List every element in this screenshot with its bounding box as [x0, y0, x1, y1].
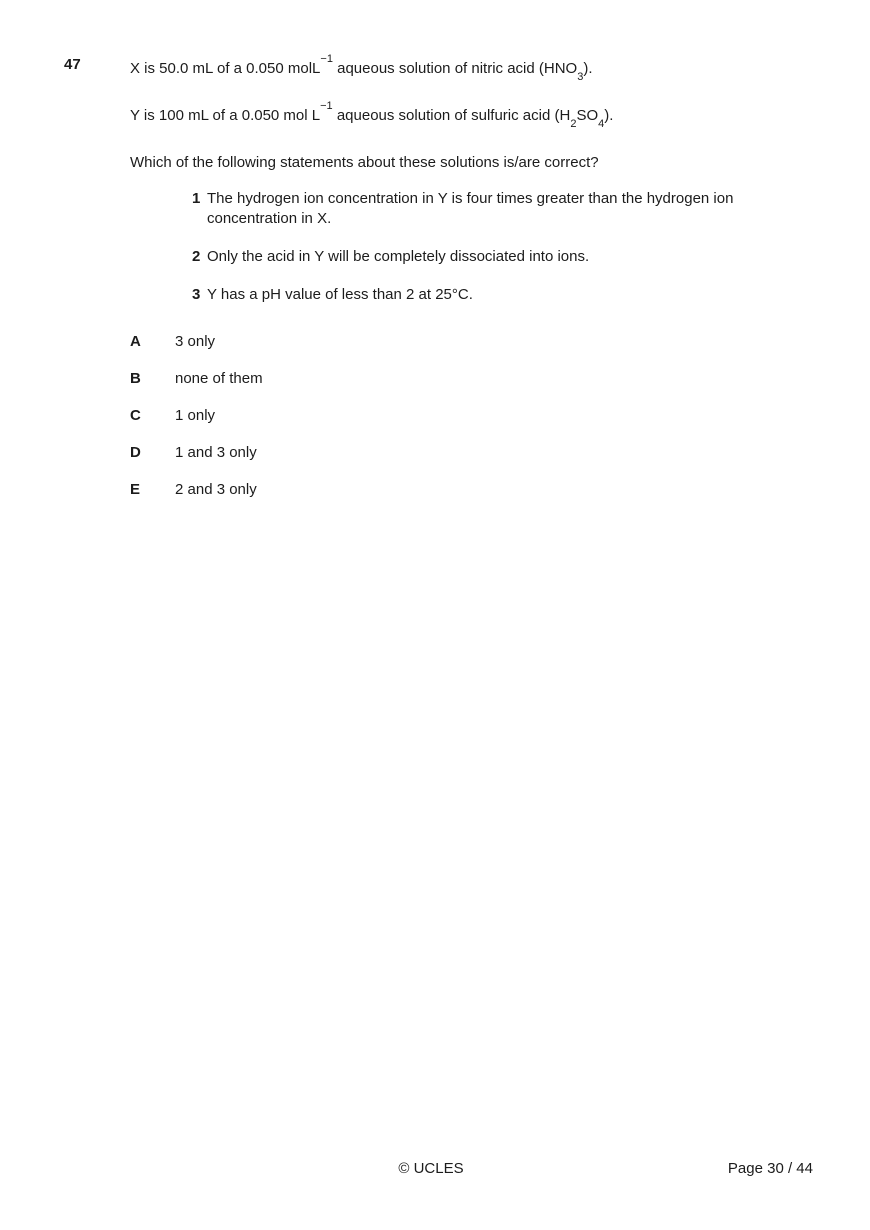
statement-3-number: 3: [192, 286, 201, 303]
option-d: [130, 443, 790, 463]
statement-list: [130, 189, 790, 305]
question-number: 47: [64, 56, 81, 73]
option-a-text: 3 only: [175, 333, 216, 350]
option-c-letter: C: [130, 407, 141, 424]
statement-2-text: Only the acid in Y will be completely dissociated into ions.: [207, 248, 590, 265]
option-c: [130, 406, 790, 426]
option-a-letter: A: [130, 333, 141, 350]
stem-line-x: X is 50.0 mL of a 0.050 molL$^{-1}$ aqueous solution of nitric acid $(HNO_3)$.: [130, 53, 593, 83]
statement-1-number: 1: [192, 190, 201, 207]
option-b-letter: B: [130, 370, 141, 387]
option-c-text: 1 only: [175, 407, 216, 424]
option-d-text: 1 and 3 only: [175, 444, 257, 461]
page-footer: [0, 1159, 870, 1179]
statement-3-text: Y has a pH value of less than 2 at 25°C.: [207, 286, 473, 303]
option-e-letter: E: [130, 481, 141, 498]
answer-options: [130, 332, 790, 500]
question-body: [130, 53, 790, 517]
option-e-text: 2 and 3 only: [175, 481, 257, 498]
statement-1: [192, 189, 790, 229]
page-number: Page 30 / 44: [727, 1160, 813, 1177]
copyright-notice: © UCLES: [398, 1160, 464, 1177]
statement-1-text: The hydrogen ion concentration in Y is four times greater than the hydrogen ion concentration in X.: [207, 190, 734, 227]
statement-2-number: 2: [192, 248, 201, 265]
option-b: [130, 369, 790, 389]
option-e: [130, 480, 790, 500]
option-a: [130, 332, 790, 352]
option-b-text: none of them: [175, 370, 263, 387]
statement-3: [192, 285, 790, 305]
option-d-letter: D: [130, 444, 141, 461]
question-prompt: Which of the following statements about these solutions is/are correct?: [130, 154, 599, 171]
statement-2: [192, 247, 790, 267]
stem-line-y: Y is 100 mL of a 0.050 mol $L^{-1}$ aqueous solution of sulfuric acid $(H_2SO_4)$.: [130, 100, 614, 130]
